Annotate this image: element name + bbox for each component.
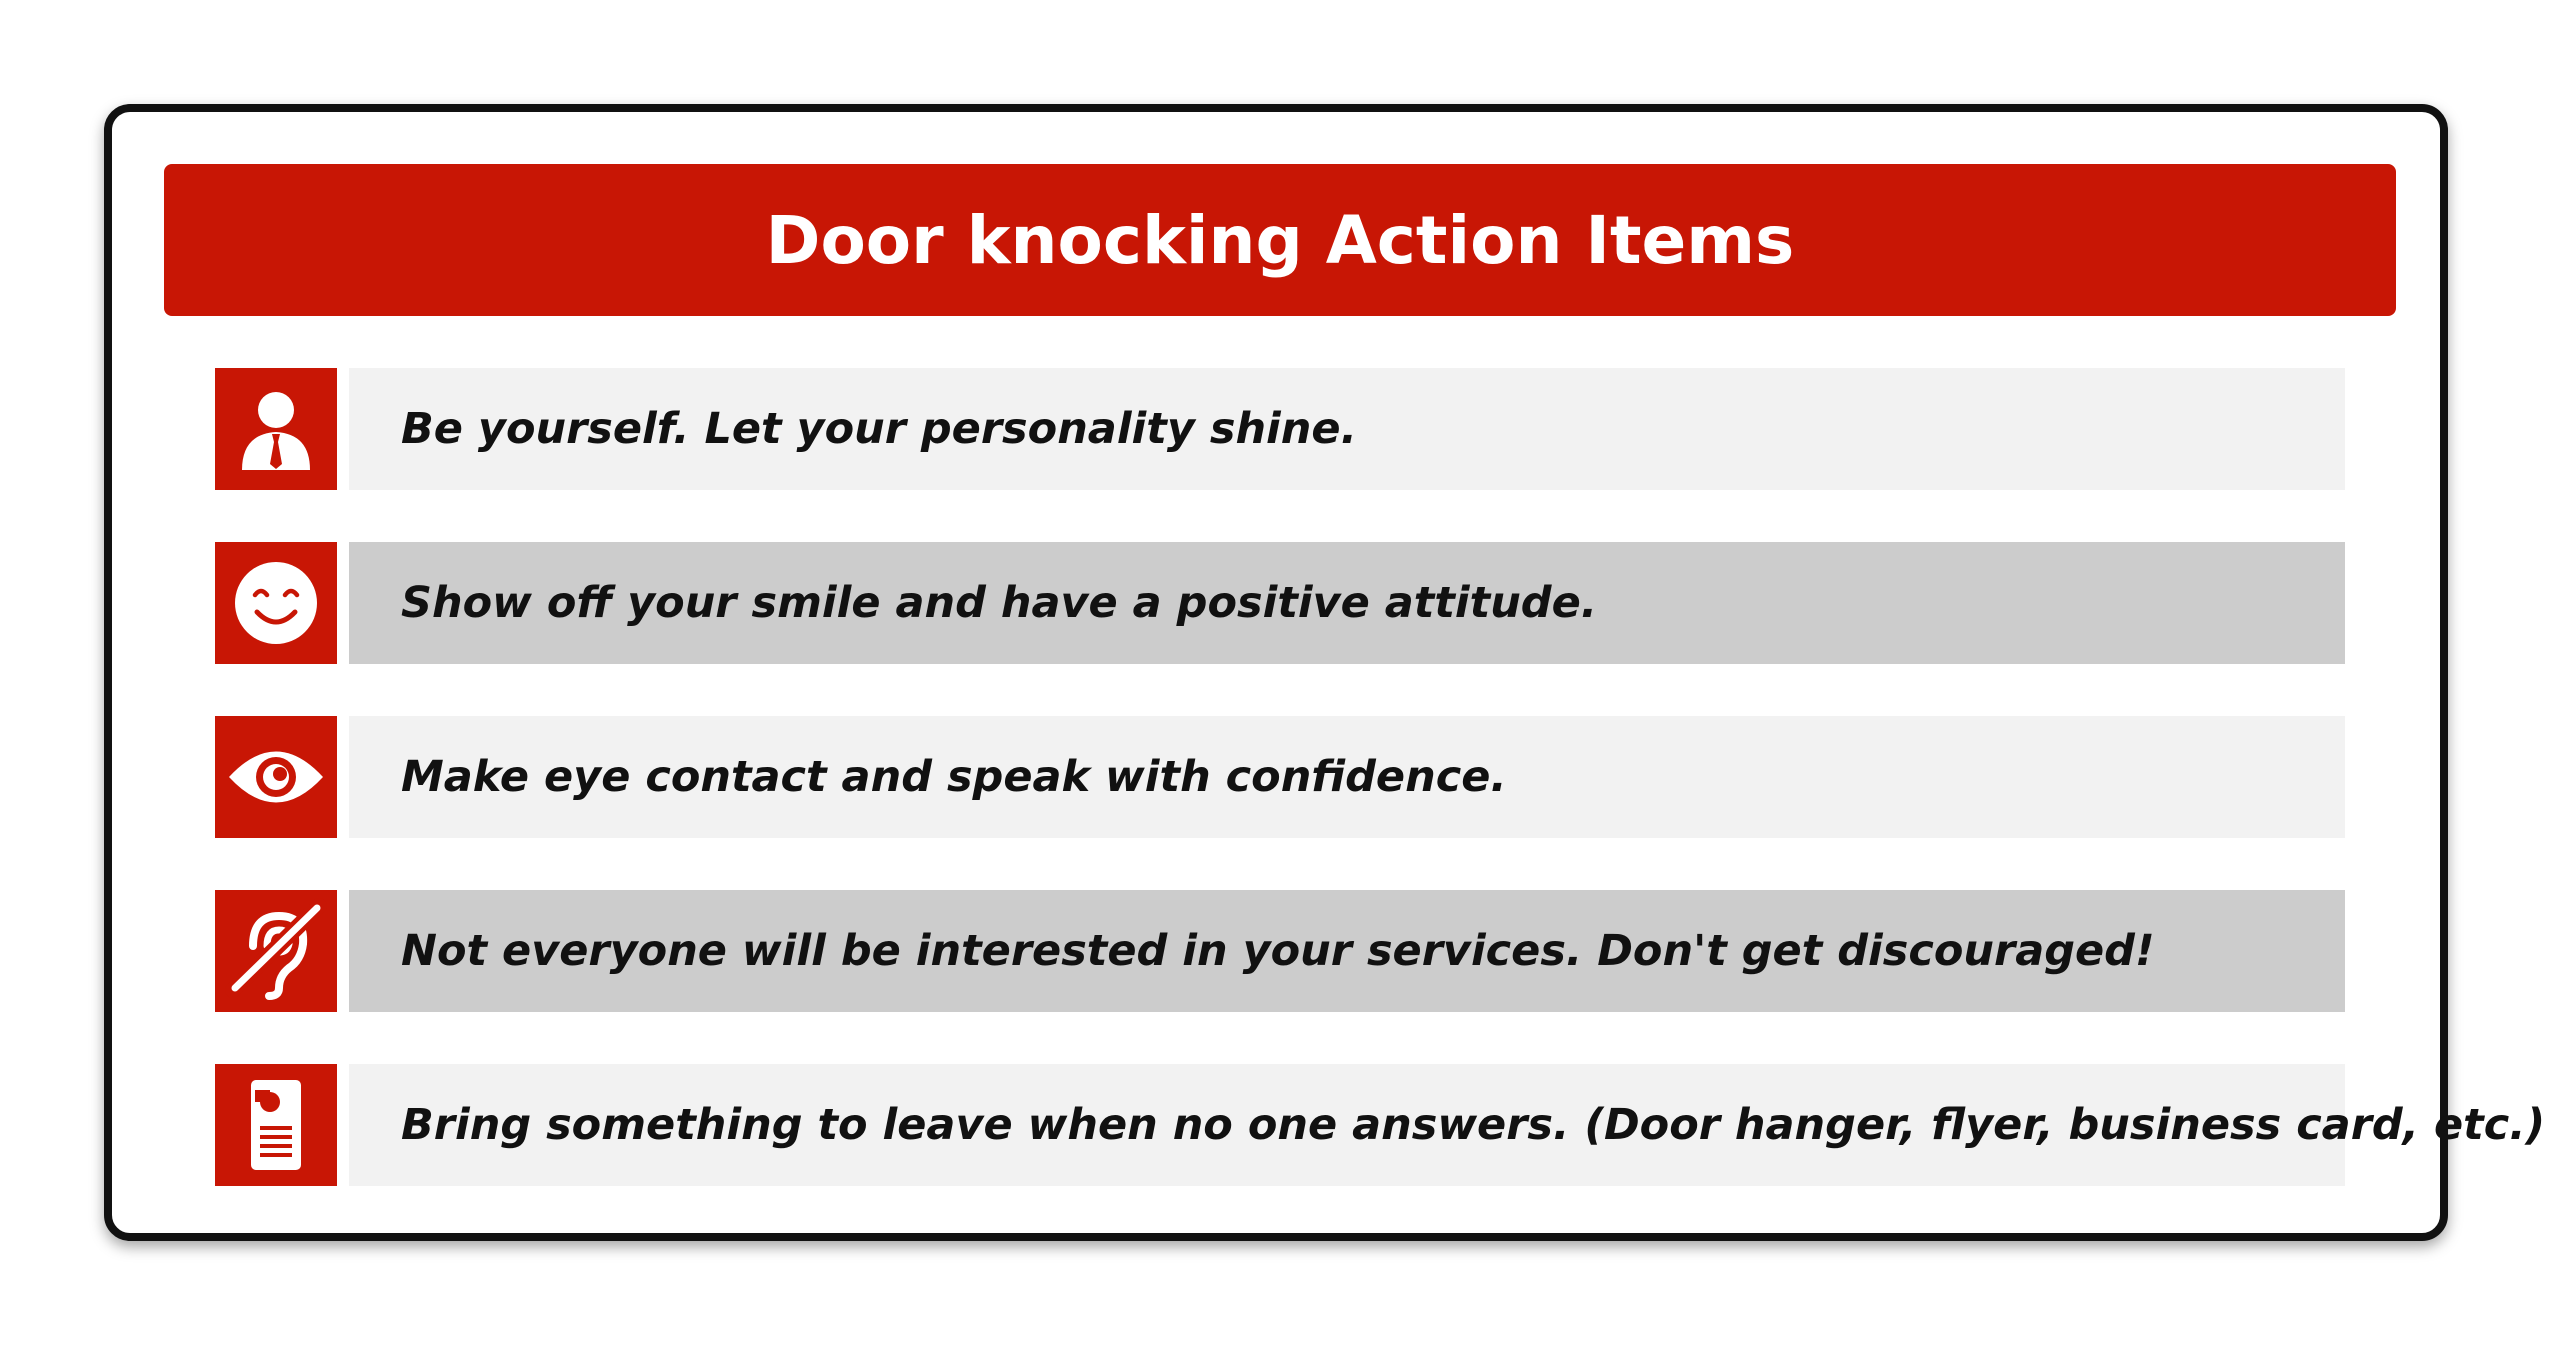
hearing-impaired-icon xyxy=(215,890,337,1012)
list-item-text-box xyxy=(349,716,2345,838)
list-item-label: Make eye contact and speak with confidence. xyxy=(401,752,1507,802)
list-item-label: Be yourself. Let your personality shine. xyxy=(401,404,1357,454)
list-item-label: Not everyone will be interested in your services. Don't get discouraged! xyxy=(401,926,2155,976)
list-item-label: Show off your smile and have a positive attitude. xyxy=(401,578,1598,628)
list-item-label: Bring something to leave when no one answers. (Door hanger, flyer, business card, etc.) xyxy=(401,1100,2546,1150)
list-item xyxy=(215,890,2345,1012)
person-tie-icon xyxy=(215,368,337,490)
list-item xyxy=(215,716,2345,838)
list-item-text-box xyxy=(349,368,2345,490)
door-hanger-icon xyxy=(215,1064,337,1186)
page-title: Door knocking Action Items xyxy=(765,201,1795,279)
list-item xyxy=(215,542,2345,664)
list-item-text-box xyxy=(349,890,2345,1012)
list-item-text-box xyxy=(349,542,2345,664)
smile-icon xyxy=(215,542,337,664)
list-item xyxy=(215,1064,2546,1186)
header-banner xyxy=(164,164,2396,316)
list-item-text-box xyxy=(349,1064,2546,1186)
eye-icon xyxy=(215,716,337,838)
list-item xyxy=(215,368,2345,490)
